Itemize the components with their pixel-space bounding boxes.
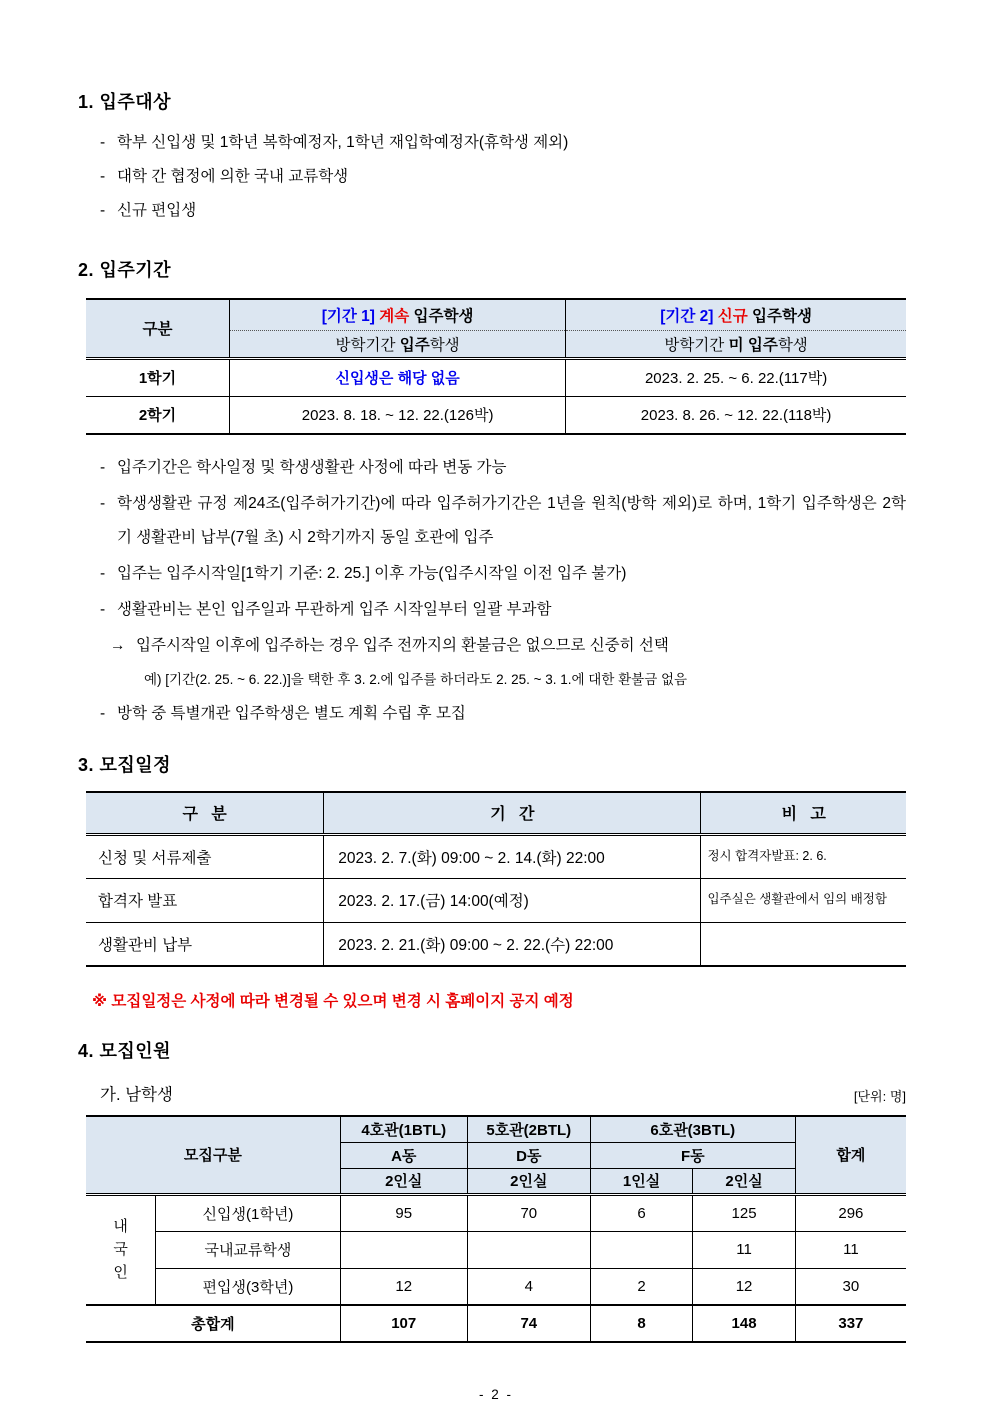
period2-tag: [기간 2] bbox=[660, 307, 718, 325]
row-label: 합격자 발표 bbox=[86, 878, 324, 922]
subheader-text: 방학기간 bbox=[664, 336, 729, 354]
table-cell: 95 bbox=[340, 1194, 467, 1231]
column-header-block: D동 bbox=[467, 1142, 590, 1168]
arrow-icon: → bbox=[110, 637, 126, 654]
note-item bbox=[86, 593, 906, 627]
schedule-change-notice: ※ 모집일정은 사정에 따라 변경될 수 있으며 변경 시 홈페이지 공지 예정 bbox=[92, 993, 574, 1010]
table-cell bbox=[340, 1231, 467, 1268]
table-cell: 337 bbox=[795, 1305, 906, 1342]
table-header-row bbox=[86, 299, 906, 330]
column-header-building: 6호관(3BTL) bbox=[590, 1116, 795, 1142]
row-label: 생활관비 납부 bbox=[86, 922, 324, 966]
section-recruitment-schedule bbox=[78, 751, 906, 1011]
section-recruitment-capacity bbox=[78, 1037, 906, 1343]
table-cell: 148 bbox=[693, 1305, 796, 1342]
row-label: 편입생(3학년) bbox=[156, 1268, 341, 1305]
note-item-arrow bbox=[86, 629, 906, 663]
subtitle-row bbox=[86, 1081, 906, 1105]
table-cell: 8 bbox=[590, 1305, 693, 1342]
table-header-row bbox=[86, 1116, 906, 1142]
dash-bullet: - bbox=[100, 459, 106, 476]
row-label: 2학기 bbox=[86, 396, 230, 434]
section-4-title: 4. 모집인원 bbox=[78, 1041, 172, 1061]
table-cell bbox=[467, 1231, 590, 1268]
column-header: 기 간 bbox=[324, 792, 701, 834]
table-cell: 12 bbox=[693, 1268, 796, 1305]
column-header: 구 분 bbox=[86, 792, 324, 834]
table-row bbox=[86, 1231, 906, 1268]
note-text: 입주시작일 이후에 입주하는 경우 입주 전까지의 환불금은 없으므로 신중히 선택 bbox=[136, 637, 669, 654]
dash-bullet: - bbox=[100, 168, 106, 185]
section-move-in-target bbox=[78, 88, 906, 228]
table-cell: 정시 합격자발표: 2. 6. bbox=[701, 834, 906, 878]
section-2-notes bbox=[86, 451, 906, 731]
subheader-bold: 미 입주 bbox=[728, 336, 778, 354]
note-item bbox=[86, 557, 906, 591]
dash-bullet: - bbox=[100, 202, 106, 219]
table-row bbox=[86, 358, 906, 396]
table-row bbox=[86, 834, 906, 878]
unit-label: [단위: 명] bbox=[853, 1089, 906, 1104]
period2-rest: 입주학생 bbox=[747, 307, 812, 325]
table-row bbox=[86, 396, 906, 434]
note-text: 예) [기간(2. 25. ~ 6. 22.)]을 택한 후 3. 2.에 입주를 하더라도 2. 25. ~ 3. 1.에 대한 환불금 없음 bbox=[144, 672, 688, 687]
table-row bbox=[86, 922, 906, 966]
table-row bbox=[86, 878, 906, 922]
page-number: - 2 - bbox=[478, 1387, 513, 1402]
note-item bbox=[86, 697, 906, 731]
subheader-text: 학생 bbox=[429, 336, 460, 354]
section-3-title: 3. 모집일정 bbox=[78, 755, 172, 775]
note-item-example bbox=[86, 665, 906, 695]
move-in-period-table bbox=[86, 298, 906, 435]
column-header-total: 합계 bbox=[795, 1116, 906, 1194]
table-total-row bbox=[86, 1305, 906, 1342]
row-label: 신청 및 서류제출 bbox=[86, 834, 324, 878]
table-cell: 2023. 2. 7.(화) 09:00 ~ 2. 14.(화) 22:00 bbox=[324, 834, 701, 878]
table-cell: 2023. 2. 21.(화) 09:00 ~ 2. 22.(수) 22:00 bbox=[324, 922, 701, 966]
capacity-table bbox=[86, 1115, 906, 1343]
note-text: 입주는 입주시작일[1학기 기준: 2. 25.] 이후 가능(입주시작일 이전 입주 불가) bbox=[117, 565, 627, 582]
section-2-title: 2. 입주기간 bbox=[78, 260, 172, 280]
section-move-in-period bbox=[78, 256, 906, 731]
table-cell: 107 bbox=[340, 1305, 467, 1342]
column-header-room: 2인실 bbox=[467, 1168, 590, 1194]
table-header-row bbox=[86, 792, 906, 834]
table-cell bbox=[701, 922, 906, 966]
column-header-building: 4호관(1BTL) bbox=[340, 1116, 467, 1142]
rowgroup-domestic bbox=[86, 1194, 156, 1305]
table-cell: 74 bbox=[467, 1305, 590, 1342]
list-item bbox=[86, 194, 906, 228]
table-cell: 70 bbox=[467, 1194, 590, 1231]
table-cell bbox=[590, 1231, 693, 1268]
note-text: 입주기간은 학사일정 및 학생생활관 사정에 따라 변동 가능 bbox=[117, 459, 507, 476]
period1-rest: 입주학생 bbox=[409, 307, 474, 325]
subheader-text: 방학기간 bbox=[335, 336, 400, 354]
table-cell: 12 bbox=[340, 1268, 467, 1305]
column-header-room: 1인실 bbox=[590, 1168, 693, 1194]
column-header: 비 고 bbox=[701, 792, 906, 834]
note-item bbox=[86, 487, 906, 555]
subheader-bold: 입주 bbox=[399, 336, 430, 354]
table-cell: 11 bbox=[693, 1231, 796, 1268]
list-item-text: 대학 간 협정에 의한 국내 교류학생 bbox=[117, 168, 349, 185]
table-cell: 신입생은 해당 없음 bbox=[230, 358, 566, 396]
table-cell: 2 bbox=[590, 1268, 693, 1305]
column-header-room: 2인실 bbox=[340, 1168, 467, 1194]
dash-bullet: - bbox=[100, 134, 106, 151]
row-label: 1학기 bbox=[86, 358, 230, 396]
list-item bbox=[86, 160, 906, 194]
column-header-gubun: 구분 bbox=[86, 299, 230, 358]
column-header-block: F동 bbox=[590, 1142, 795, 1168]
recruitment-schedule-table bbox=[86, 791, 906, 967]
table-cell: 296 bbox=[795, 1194, 906, 1231]
rowgroup-label: 내국인 bbox=[113, 1217, 128, 1282]
table-row bbox=[86, 1194, 906, 1231]
column-header-period1 bbox=[230, 299, 566, 330]
table-row bbox=[86, 1268, 906, 1305]
column-header-block: A동 bbox=[340, 1142, 467, 1168]
column-header-period2 bbox=[566, 299, 906, 330]
table-cell: 2023. 8. 18. ~ 12. 22.(126박) bbox=[230, 396, 566, 434]
period1-tag: [기간 1] bbox=[321, 307, 380, 325]
note-text: 학생생활관 규정 제24조(입주허가기간)에 따라 입주허가기간은 1년을 원칙(방학 제외)로 하며, 1학기 입주학생은 2학기 생활관비 납부(7월 초) 시 2학기까지 동일 호관에 입주 bbox=[117, 495, 906, 546]
column-header-group: 모집구분 bbox=[86, 1116, 340, 1194]
table-cell: 2023. 2. 25. ~ 6. 22.(117박) bbox=[566, 358, 906, 396]
subsection-male-students: 가. 남학생 bbox=[100, 1086, 173, 1104]
dash-bullet: - bbox=[100, 705, 106, 722]
list-item bbox=[86, 126, 906, 160]
column-header-room: 2인실 bbox=[693, 1168, 796, 1194]
note-text: 방학 중 특별개관 입주학생은 별도 계획 수립 후 모집 bbox=[117, 705, 466, 722]
dash-bullet: - bbox=[100, 601, 106, 618]
list-item-text: 신규 편입생 bbox=[117, 202, 197, 219]
note-item bbox=[86, 451, 906, 485]
row-label: 신입생(1학년) bbox=[156, 1194, 341, 1231]
table-cell: 2023. 8. 26. ~ 12. 22.(118박) bbox=[566, 396, 906, 434]
subheader-period2 bbox=[566, 330, 906, 358]
period1-key: 계속 bbox=[379, 307, 410, 325]
dash-bullet: - bbox=[100, 565, 106, 582]
row-label: 국내교류학생 bbox=[156, 1231, 341, 1268]
section-1-list bbox=[86, 126, 906, 228]
subheader-text: 학생 bbox=[777, 336, 808, 354]
list-item-text: 학부 신입생 및 1학년 복학예정자, 1학년 재입학예정자(휴학생 제외) bbox=[117, 134, 569, 151]
table-cell: 11 bbox=[795, 1231, 906, 1268]
dash-bullet: - bbox=[100, 495, 106, 512]
subheader-period1 bbox=[230, 330, 566, 358]
table-cell: 4 bbox=[467, 1268, 590, 1305]
section-1-title: 1. 입주대상 bbox=[78, 92, 172, 112]
column-header-building: 5호관(2BTL) bbox=[467, 1116, 590, 1142]
table-cell: 6 bbox=[590, 1194, 693, 1231]
total-row-label: 총합계 bbox=[86, 1305, 340, 1342]
table-cell: 30 bbox=[795, 1268, 906, 1305]
table-cell: 입주실은 생활관에서 임의 배정함 bbox=[701, 878, 906, 922]
period2-key: 신규 bbox=[717, 307, 748, 325]
table-cell: 2023. 2. 17.(금) 14:00(예정) bbox=[324, 878, 701, 922]
note-text: 생활관비는 본인 입주일과 무관하게 입주 시작일부터 일괄 부과함 bbox=[117, 601, 552, 618]
table-cell: 125 bbox=[693, 1194, 796, 1231]
